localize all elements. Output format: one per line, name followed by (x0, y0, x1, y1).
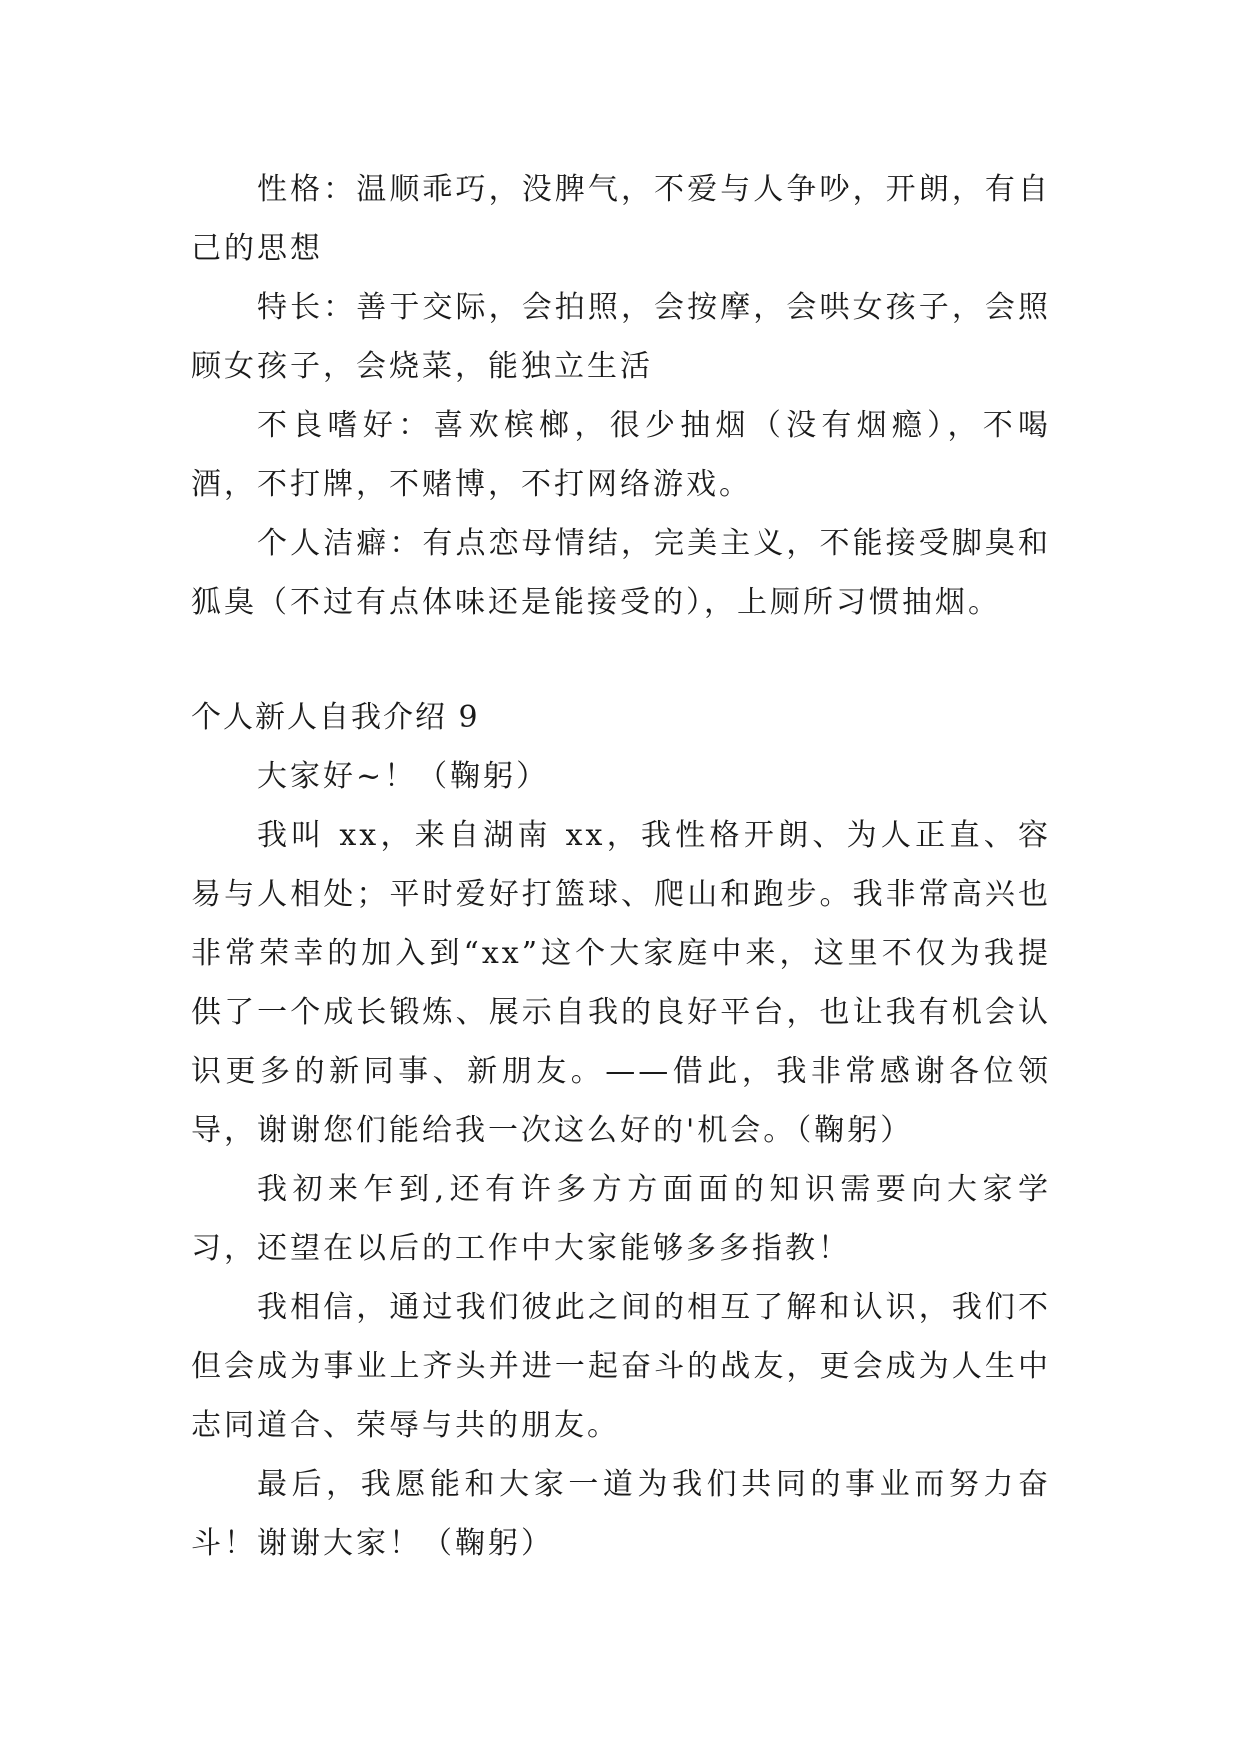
paragraph-closing: 最后，我愿能和大家一道为我们共同的事业而努力奋斗！谢谢大家！（鞠躬） (191, 1467, 1051, 1561)
paragraph-skills: 特长：善于交际，会拍照，会按摩，会哄女孩子，会照顾女孩子，会烧菜，能独立生活 (191, 290, 1051, 384)
section-spacer (191, 632, 1051, 688)
paragraph-personal-quirks: 个人洁癖：有点恋母情结，完美主义，不能接受脚臭和狐臭（不过有点体味还是能接受的），上厕所习惯抽烟。 (191, 526, 1051, 620)
paragraph-bad-habits: 不良嗜好：喜欢槟榔，很少抽烟（没有烟瘾），不喝酒，不打牌，不赌博，不打网络游戏。 (191, 408, 1051, 502)
document-content (191, 160, 1051, 1573)
paragraph-greeting: 大家好~！（鞠躬） (257, 759, 550, 794)
section-title: 个人新人自我介绍 9 (191, 700, 480, 735)
paragraph-newcomer: 我初来乍到,还有许多方方面面的知识需要向大家学习，还望在以后的工作中大家能够多多指教！ (191, 1172, 1051, 1266)
paragraph-self-introduction: 我叫 xx，来自湖南 xx，我性格开朗、为人正直、容易与人相处；平时爱好打篮球、爬山和跑步。我非常高兴也非常荣幸的加入到“xx”这个大家庭中来，这里不仅为我提供了一个成长锻炼、展示自我的良好平台，也让我有机会认识更多的新同事、新朋友。——借此，我非常感谢各位领导，谢谢您们能给我一次这么好的'机会。（鞠躬） (191, 818, 1051, 1148)
paragraph-personality: 性格：温顺乖巧，没脾气，不爱与人争吵，开朗，有自己的思想 (191, 172, 1051, 266)
paragraph-belief: 我相信，通过我们彼此之间的相互了解和认识，我们不但会成为事业上齐头并进一起奋斗的战友，更会成为人生中志同道合、荣辱与共的朋友。 (191, 1290, 1051, 1443)
